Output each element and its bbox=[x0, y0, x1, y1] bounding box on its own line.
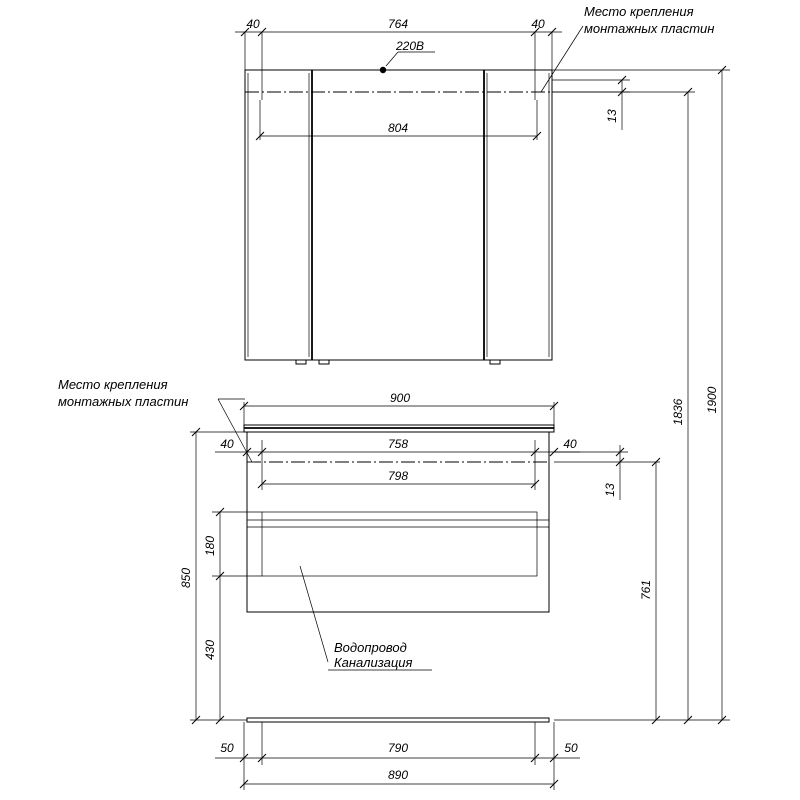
dim-798: 798 bbox=[387, 469, 409, 483]
dimension-ticks bbox=[192, 28, 726, 788]
dim-1900: 1900 bbox=[705, 386, 719, 414]
mirror-cabinet bbox=[235, 4, 714, 364]
mount-note-vanity-line1: Место крепления bbox=[58, 377, 168, 392]
utility-zone-hatch bbox=[262, 512, 537, 576]
power-label: 220В bbox=[396, 39, 425, 53]
dim-40-vanity-right: 40 bbox=[563, 437, 577, 451]
dim-50-right: 50 bbox=[564, 741, 578, 755]
dim-804: 804 bbox=[387, 121, 409, 135]
dim-40-left: 40 bbox=[246, 17, 260, 31]
dim-13-top: 13 bbox=[605, 109, 619, 123]
dim-761: 761 bbox=[639, 579, 653, 601]
cabinet-foot-2 bbox=[319, 360, 329, 364]
dim-764: 764 bbox=[387, 17, 409, 31]
dim-758: 758 bbox=[387, 437, 409, 451]
dim-180: 180 bbox=[203, 535, 217, 557]
dim-890: 890 bbox=[387, 768, 409, 782]
utilities-line1: Водопровод bbox=[334, 640, 407, 655]
vanity-body bbox=[247, 432, 549, 612]
overall-dims bbox=[552, 70, 730, 720]
dim-900: 900 bbox=[389, 391, 411, 405]
utilities-line2: Канализация bbox=[334, 655, 413, 670]
power-outlet-marker bbox=[380, 67, 386, 73]
dim-40-right: 40 bbox=[531, 17, 545, 31]
dim-13-vanity: 13 bbox=[603, 483, 617, 497]
dim-430: 430 bbox=[203, 639, 217, 661]
cabinet-outline bbox=[245, 70, 552, 360]
dim-40-vanity-left: 40 bbox=[220, 437, 234, 451]
mount-note-top-line1: Место крепления bbox=[584, 4, 694, 19]
dim-1836: 1836 bbox=[671, 398, 685, 426]
cabinet-foot-3 bbox=[490, 360, 500, 364]
mount-note-top-line2: монтажных пластин bbox=[584, 21, 715, 36]
mount-note-vanity-line2: монтажных пластин bbox=[58, 394, 189, 409]
dim-790: 790 bbox=[387, 741, 409, 755]
dim-850: 850 bbox=[179, 567, 193, 589]
floor-line bbox=[247, 718, 549, 722]
dim-50-left: 50 bbox=[220, 741, 234, 755]
vanity-unit bbox=[58, 377, 665, 790]
cabinet-foot-1 bbox=[296, 360, 306, 364]
